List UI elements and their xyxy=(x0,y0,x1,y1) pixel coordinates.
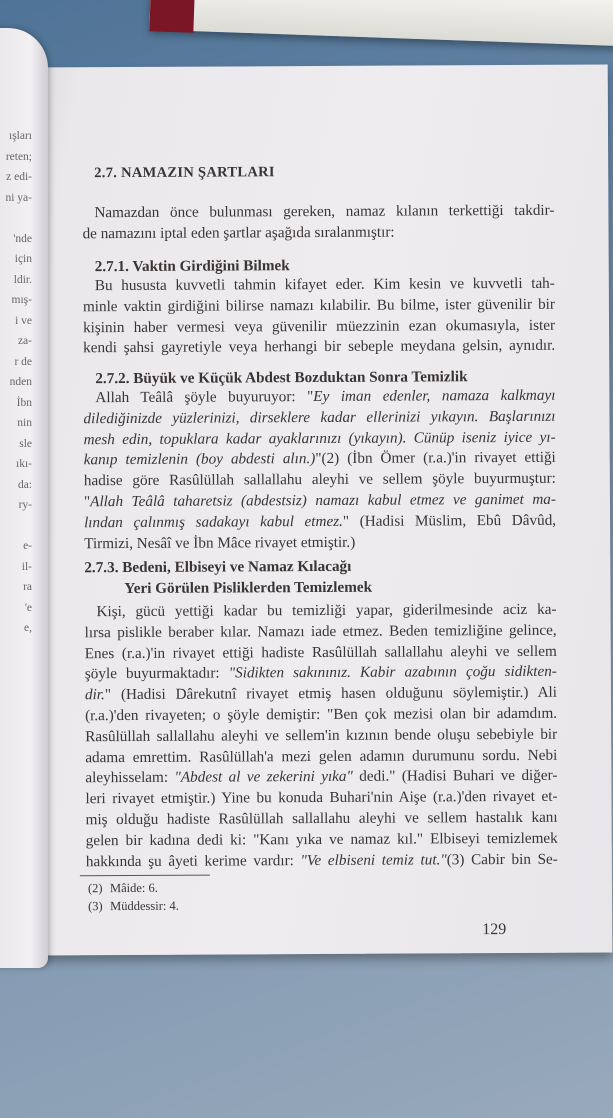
page-number: 129 xyxy=(482,921,507,939)
body-text: Allah Teâlâ şöyle buyuruyor: " xyxy=(95,388,314,407)
paragraph-2-7-2 xyxy=(83,386,556,555)
left-page-fragment: nden xyxy=(9,376,32,388)
body-text: minle vaktin girdiğini bilirse namazı kılabilir. Bu bilme, ister güvenilir bir xyxy=(82,295,555,316)
background-book-cover-corner xyxy=(149,0,194,33)
text-line xyxy=(85,704,557,727)
text-line xyxy=(85,683,557,706)
left-page-fragment: sle xyxy=(19,437,32,450)
left-page-fragment: nin xyxy=(17,417,32,429)
left-page-fragment: İbn xyxy=(16,396,32,409)
italic-quote-text: "Ve elbiseni temiz tut." xyxy=(300,850,447,869)
body-text: miş olduğu hadiste Rasûlüllah sallallahu aleyhi ve sellem hastalık kanı xyxy=(85,808,558,829)
left-page-fragment: mış- xyxy=(11,294,32,306)
body-text: (3) Cabir bin Se- xyxy=(446,850,558,868)
text-line xyxy=(83,407,555,430)
paragraph-2-7-3 xyxy=(84,600,557,873)
italic-quote-text: "Abdest al ve zekerini yıka" xyxy=(174,768,353,787)
text-line xyxy=(83,315,555,338)
text-line xyxy=(83,386,555,409)
text-line xyxy=(84,600,556,623)
heading-line-1: 2.7.3. Bedeni, Elbiseyi ve Namaz Kılacağı xyxy=(84,557,352,577)
italic-quote-text: dilediğinizde yüzlerinizi, dirseklere kadar ellerinizi yıkayın. Başlarınızı xyxy=(83,407,556,428)
left-page-fragment: e- xyxy=(23,540,32,552)
text-line xyxy=(83,336,555,359)
body-text: dedi." (Hadisi Buhari ve diğer- xyxy=(352,767,558,786)
left-page-fragment: za- xyxy=(17,335,32,347)
text-line xyxy=(85,641,557,664)
body-text: lırsa pislikle beraber kılar. Namazı iade etmez. Beden temizliğine gelince, xyxy=(84,621,557,642)
body-text: de namazını iptal eden şartlar aşağıda sıralanmıştır: xyxy=(82,223,395,243)
body-text: Kişi, gücü yettiği kadar bu temizliği yapar, giderilmesinde aciz ka- xyxy=(96,600,557,621)
body-text: Bu hususta kuvvetli tahmin kifayet eder. Kim kesin ve kuvvetli tah- xyxy=(94,274,555,295)
text-line xyxy=(82,222,554,245)
left-page-fragment: e, xyxy=(24,622,32,634)
text-line xyxy=(86,849,558,872)
body-text: "(2) (İbn Ömer (r.a.)'in rivayet ettiği xyxy=(315,449,556,468)
italic-quote-text: Ey iman edenler, namaza kalkmayı xyxy=(313,386,556,406)
paragraph-2-7-1 xyxy=(83,274,555,360)
left-page-fragment: ra xyxy=(23,581,32,593)
left-page xyxy=(0,28,48,968)
intro-paragraph xyxy=(82,201,554,245)
italic-quote-text: dir. xyxy=(84,686,105,704)
body-text: kişinin haber vermesi veya güvenilir müezzinin ezan okumasıyla, ister xyxy=(82,316,556,336)
left-page-fragment: reten; xyxy=(5,150,32,163)
body-text: " (Hadisi Müslim, Ebû Dâvûd, xyxy=(342,511,557,530)
body-text: " (Hadisi Dârekutnî rivayet etmiş hasen olduğunu söylemiştir.) Ali xyxy=(104,683,558,704)
italic-quote-text: Allah Teâlâ taharetsiz (abdestsiz) namazı kabul etmez ve ganimet ma- xyxy=(90,490,556,511)
italic-quote-text: lından çalınmış sadakayı kabul etmez. xyxy=(84,512,343,532)
text-line xyxy=(85,662,557,685)
subsection-heading-2-7-3 xyxy=(84,556,556,600)
text-line xyxy=(84,469,556,492)
body-text: aleyhisselam: xyxy=(85,769,175,787)
left-page-fragment: ışları xyxy=(9,130,32,142)
footnote-text: Müddessir: 4. xyxy=(110,898,179,914)
subsection-heading-2-7-2: 2.7.2. Büyük ve Küçük Abdest Bozduktan Sonra Temizlik xyxy=(95,368,468,388)
body-text: leri rivayet etmiştir.) Yine bu konuda Buhari'nin Aişe (r.a.)'den rivayet et- xyxy=(85,787,558,808)
left-page-fragment: da: xyxy=(17,478,32,491)
body-text: hadise göre Rasûlüllah sallallahu aleyhi ve sellem şöyle buyurmuştur: xyxy=(83,469,556,490)
text-line xyxy=(85,787,557,810)
left-page-fragment xyxy=(2,516,32,537)
body-text: " xyxy=(83,493,91,511)
body-text: Tirmizi, Nesâî ve İbn Mâce rivayet etmiştir.) xyxy=(84,533,356,552)
background-book xyxy=(149,0,613,46)
italic-quote-text: kanıp temizlenin (boy abdesti alın.) xyxy=(83,450,316,469)
text-line xyxy=(86,808,558,831)
heading-line-2: Yeri Görülen Pisliklerden Temizlemek xyxy=(124,578,373,597)
left-page-fragment: için xyxy=(14,253,32,265)
footnote-number: (2) xyxy=(87,881,103,896)
left-page-fragment: i ve xyxy=(15,314,32,327)
left-page-fragment: r de xyxy=(14,355,32,368)
footnote-text: Mâide: 6. xyxy=(109,880,158,896)
book-page xyxy=(24,64,613,955)
footnotes xyxy=(88,877,560,915)
section-title: 2.7. NAMAZIN ŞARTLARI xyxy=(94,164,275,182)
body-text: Enes (r.a.)'in rivayet ettiği hadiste Rasûlüllah sallallahu aleyhi ve sellem xyxy=(84,642,557,662)
left-page-fragment: z edi- xyxy=(6,171,32,183)
text-line xyxy=(83,295,555,318)
text-line xyxy=(82,201,554,224)
left-page-fragment: 'nde xyxy=(13,232,32,245)
left-page-fragment: 'e xyxy=(24,601,32,614)
left-page-fragment: ldir. xyxy=(13,273,32,286)
body-text: şöyle buyurmaktadır: xyxy=(84,664,229,683)
body-text: Namazdan önce bulunması gereken, namaz kılanın terkettiği takdir- xyxy=(94,201,555,222)
footnote xyxy=(88,895,560,915)
text-line xyxy=(83,274,555,297)
body-text: kendi şahsi gayretiyle veya herhangi bir sebeple meydana gelsin, aynıdır. xyxy=(83,337,556,357)
left-page-text-fragments xyxy=(2,126,32,639)
text-line xyxy=(84,531,556,554)
left-page-fragment: il- xyxy=(21,560,32,573)
italic-quote-text: mesh edin, topuklara kadar ayaklarınızı (yıkayın). Cünüp iseniz iyice yı- xyxy=(83,428,556,448)
text-line xyxy=(84,448,556,471)
text-line xyxy=(84,427,556,450)
left-page-fragment: ry- xyxy=(18,499,32,511)
text-line xyxy=(86,829,558,852)
text-line xyxy=(84,511,556,534)
left-page-fragment: ni ya- xyxy=(5,191,32,204)
body-text: adama emrettim. Rasûlüllah'a mezi gelen adamın durumunu sordu. Nebi xyxy=(85,746,558,766)
text-line xyxy=(85,725,557,748)
text-line xyxy=(85,621,557,644)
body-text: gelen bir kadına dedi ki: "Kanı yıka ve namaz kıl." Elbiseyi temizlemek xyxy=(85,829,558,849)
left-page-fragment: ıkı- xyxy=(16,458,32,470)
subsection-heading-2-7-1: 2.7.1. Vaktin Girdiğini Bilmek xyxy=(94,257,290,276)
italic-quote-text: "Sidikten sakınınız. Kabir azabının çoğu sidikten- xyxy=(228,663,557,682)
text-line xyxy=(85,766,557,789)
body-text: (r.a.)'den rivayeten; o şöyle demiştir: "Ben çok mezisi olan bir adamdım. xyxy=(85,704,558,725)
left-page-fragment xyxy=(2,208,32,229)
text-line xyxy=(85,745,557,768)
body-text: hakkında şu âyeti kerime vardır: xyxy=(85,851,301,870)
text-line xyxy=(84,490,556,513)
body-text: Rasûlüllah sallallahu aleyhi ve sellem'in kızının bende oluşu sebebiyle bir xyxy=(85,725,558,746)
footnote-divider xyxy=(80,875,210,877)
footnote-number: (3) xyxy=(88,899,103,914)
